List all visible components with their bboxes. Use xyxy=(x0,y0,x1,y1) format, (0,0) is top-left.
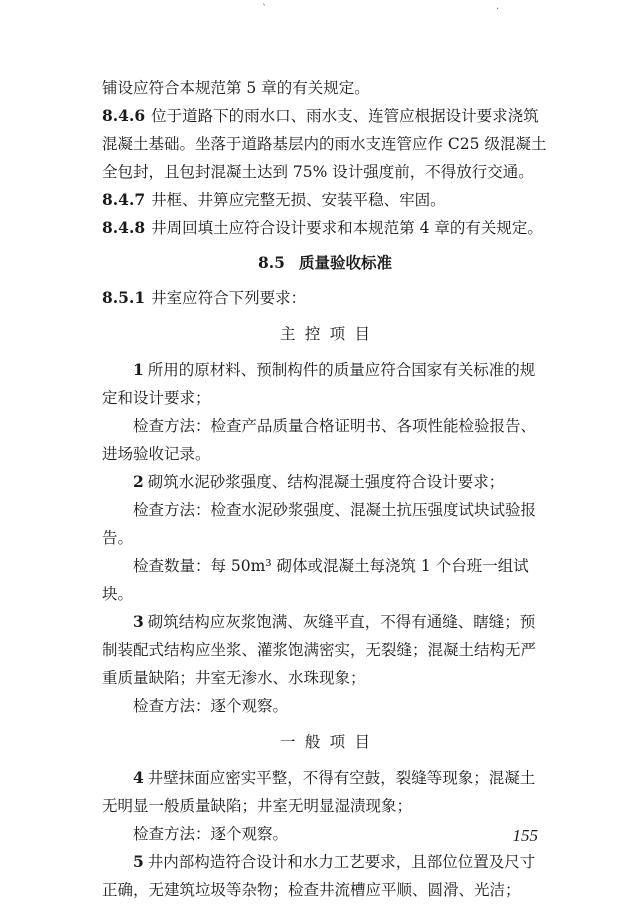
check-method: 检查方法：逐个观察。 xyxy=(133,697,289,715)
clause-number: 8.5.1 xyxy=(102,288,146,307)
clause-number: 8.4.8 xyxy=(102,218,146,237)
clause-8-4-6: 8.4.6 位于道路下的雨水口、雨水支、连管应根据设计要求浇筑混凝土基础。坐落于道路基层内的雨水支连管应作 C25 级混凝土全包封，且包封混凝土达到 75% 设计强度前，不得放行交通。 xyxy=(102,106,547,181)
page-number: 155 xyxy=(512,826,538,845)
section-number: 8.5 xyxy=(258,253,285,272)
paragraph: 铺设应符合本规范第 5 章的有关规定。 xyxy=(102,79,370,97)
check-method: 检查方法：检查水泥砂浆强度、混凝土抗压强度试块试验报告。 xyxy=(102,501,537,547)
sub-heading-main-control: 主控项目 xyxy=(280,325,380,343)
clause-number: 8.4.6 xyxy=(102,106,146,125)
check-method: 检查方法：检查产品质量合格证明书、各项性能检验报告、进场验收记录。 xyxy=(102,417,537,463)
list-item: 3 砌筑结构应灰浆饱满、灰缝平直，不得有通缝、瞎缝；预制装配式结构应坐浆、灌浆饱满密实，无裂缝；混凝土结构无严重质量缺陷；井室无渗水、水珠现象； xyxy=(102,612,537,687)
section-title: 8.5 质量验收标准 xyxy=(258,253,392,272)
check-method: 检查方法：逐个观察。 xyxy=(133,825,289,843)
list-item: 5 井内部构造符合设计和水力工艺要求，且部位位置及尺寸正确，无建筑垃圾等杂物；检查井流槽应平顺、圆滑、光洁； xyxy=(102,852,536,899)
clause-number: 8.4.7 xyxy=(102,190,146,209)
sub-heading-general: 一般项目 xyxy=(280,733,380,751)
scan-mark: · xyxy=(496,4,500,15)
clause-8-4-7: 8.4.7 井框、井箅应完整无损、安装平稳、牢固。 xyxy=(102,190,446,209)
list-item: 4 井壁抹面应密实平整，不得有空鼓，裂缝等现象；混凝土无明显一般质量缺陷；井室无明显湿渍现象； xyxy=(102,768,536,815)
list-item: 1 所用的原材料、预制构件的质量应符合国家有关标准的规定和设计要求； xyxy=(102,360,536,407)
clause-8-5-1: 8.5.1 井室应符合下列要求： xyxy=(102,288,307,307)
list-item: 2 砌筑水泥砂浆强度、结构混凝土强度符合设计要求； xyxy=(133,472,505,491)
page-body xyxy=(102,74,548,904)
scan-mark: ` xyxy=(262,4,267,15)
check-quantity: 检查数量：每 50m³ 砌体或混凝土每浇筑 1 个台班一组试块。 xyxy=(102,557,529,603)
clause-8-4-8: 8.4.8 井周回填土应符合设计要求和本规范第 4 章的有关规定。 xyxy=(102,218,543,237)
